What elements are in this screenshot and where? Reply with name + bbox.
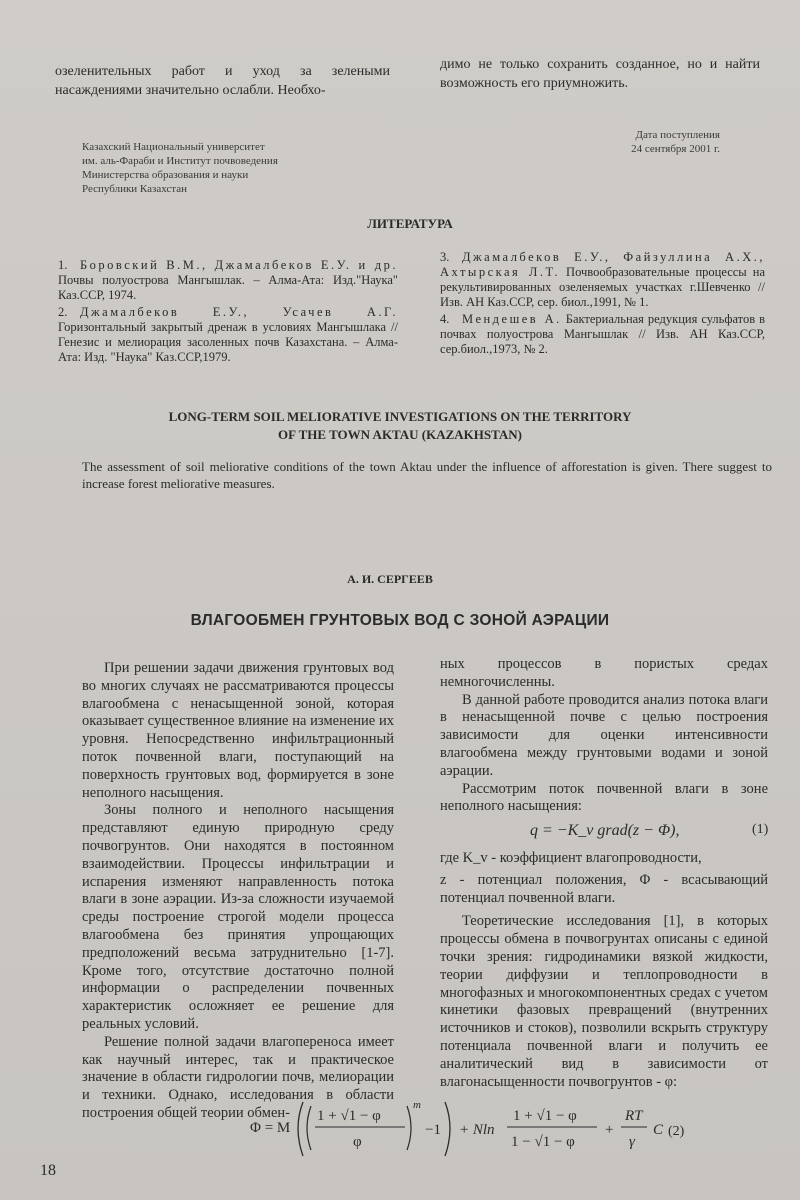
paragraph: В данной работе проводится анализ потока влаги в ненасыщенной почве с целью построения зависимости для оценки интенсивности влагообмена между грунтовыми водами и зоной аэрации.	[440, 691, 768, 779]
svg-text:1 + √1 − φ: 1 + √1 − φ	[317, 1108, 381, 1124]
paragraph: Рассмотрим поток почвенной влаги в зоне неполного насыщения:	[440, 780, 768, 815]
article-left-column	[82, 660, 394, 1123]
article-right-column	[440, 656, 768, 816]
svg-text:RT: RT	[625, 1108, 643, 1124]
svg-text:1 + √1 − φ: 1 + √1 − φ	[513, 1108, 577, 1124]
svg-text:−1: −1	[425, 1122, 441, 1138]
paragraph: Решение полной задачи влагопереноса имеет как научный интерес, так и практическое значение в области гидрологии почв, мелиорации и техники. Однако, исследования в области построения общей теории обмен-	[82, 1033, 394, 1121]
svg-text:+: +	[605, 1122, 614, 1138]
reference-item: 1. Боровский В.М., Джамалбеков Е.У. и др. Почвы полуострова Мангышлак. – Алма-Ата: Изд."Наука" Каз.ССР, 1974.	[58, 258, 398, 302]
article-title: ВЛАГООБМЕН ГРУНТОВЫХ ВОД С ЗОНОЙ АЭРАЦИИ	[190, 612, 610, 629]
reference-item: 3. Джамалбеков Е.У., Файзуллина А.Х., Ахтырская Л.Т. Почвообразовательные процессы на рекультивированных озеленяемых участках г.Шевченко // Изв. АН Каз.ССР, сер. биол.,1991, № 1.	[440, 250, 765, 309]
affiliation: Казахский Национальный университет им. аль-Фараби и Институт почвоведения Министерства образования и науки Республики Казахстан	[82, 141, 278, 195]
english-title: LONG-TERM SOIL MELIORATIVE INVESTIGATIONS ON THE TERRITORY OF THE TOWN AKTAU (KAZAKHSTAN)	[168, 409, 632, 442]
paragraph: ных процессов в пористых средах немногочисленны.	[440, 656, 768, 690]
reference-item: 4. Мендешев А. Бактериальная редукция сульфатов в почвах полуострова Мангышлак // Изв. АН Каз.ССР, сер.биол.,1973, № 2.	[440, 312, 765, 356]
formula-definitions: где K_v - коэффициент влагопроводности, z - потенциал положения, Φ - всасывающий потенциал почвенной влаги. Теоретические исследования [1], в которых процессы обмена в почвогрунтах описаны с единой точки зрения: гидродинамики вязкой жидкости, теории диффузии и теплопроводности в многофазных и многокомпонентных средах с учетом кинетики фазовых превращений (внутренних источников и стоков), позволили вскрыть структуру потенциала почвенной влаги и получить ее аналитический вид в зависимости от влагонасыщенности почвогрунтов - φ:	[440, 850, 768, 1090]
references-left	[58, 258, 398, 365]
svg-text:+ Nln: + Nln	[459, 1122, 495, 1138]
svg-text:γ: γ	[629, 1134, 635, 1150]
reference-item: 2. Джамалбеков Е.У., Усачев А.Г. Горизонтальный закрытый дренаж в условиях Мангышлака // Генезис и мелиорация засоленных почв Казахстана. – Алма-Ата: Изд. "Наука" Каз.ССР,1979.	[58, 305, 398, 364]
formula-2	[245, 1088, 765, 1168]
references-right	[440, 250, 765, 357]
formula-1-number: (1)	[752, 822, 769, 837]
formula-2-number: (2)	[668, 1124, 685, 1139]
top-right-text: димо не только сохранить созданное, но и найти возможность его приумножить.	[440, 57, 760, 91]
top-left-text: озеленительных работ и уход за зелеными насаждениями значительно ослабли. Необхо-	[55, 64, 390, 98]
paragraph: Зоны полного и неполного насыщения представляют единую природную среду почвогрунтов. Они находятся в постоянном взаимодействии. Процессы инфильтрации и испарения изменяют направленность потока влаги в зоне аэрации. Из-за сложности изучаемой среды построение строгой модели процесса влагообмена без принятия упрощающих предположений весьма затруднительно [1-7]. Кроме того, отсутствие достаточно полной информации о распределении почвенных характеристик осложняет ее решение для реальных условий.	[82, 802, 394, 1032]
literature-title: ЛИТЕРАТУРА	[367, 216, 453, 231]
formula-1: q = −K_v grad(z − Φ),	[530, 822, 680, 839]
paragraph: При решении задачи движения грунтовых вод во многих случаях не рассматриваются процессы влагообмена с ненасыщенной зоной, которая оказывает существенное влияние на изменение их уровня. Непосредственно инфильтрационный поток почвенной влаги, поступающий на поверхность грунтовых вод, формируется в зоне неполного насыщения.	[82, 660, 394, 801]
svg-text:Φ = M: Φ = M	[250, 1120, 291, 1136]
svg-text:φ: φ	[353, 1134, 362, 1150]
received-date: Дата поступления 24 сентября 2001 г.	[631, 129, 720, 155]
english-abstract: The assessment of soil meliorative conditions of the town Aktau under the influence of afforestation is given. There suggest to increase forest meliorative measures.	[82, 459, 772, 491]
svg-text:m: m	[413, 1099, 421, 1111]
svg-text:C: C	[653, 1122, 664, 1138]
page-number: 18	[40, 1162, 56, 1179]
svg-text:1 − √1 − φ: 1 − √1 − φ	[511, 1134, 575, 1150]
article-author: А. И. СЕРГЕЕВ	[347, 572, 433, 586]
